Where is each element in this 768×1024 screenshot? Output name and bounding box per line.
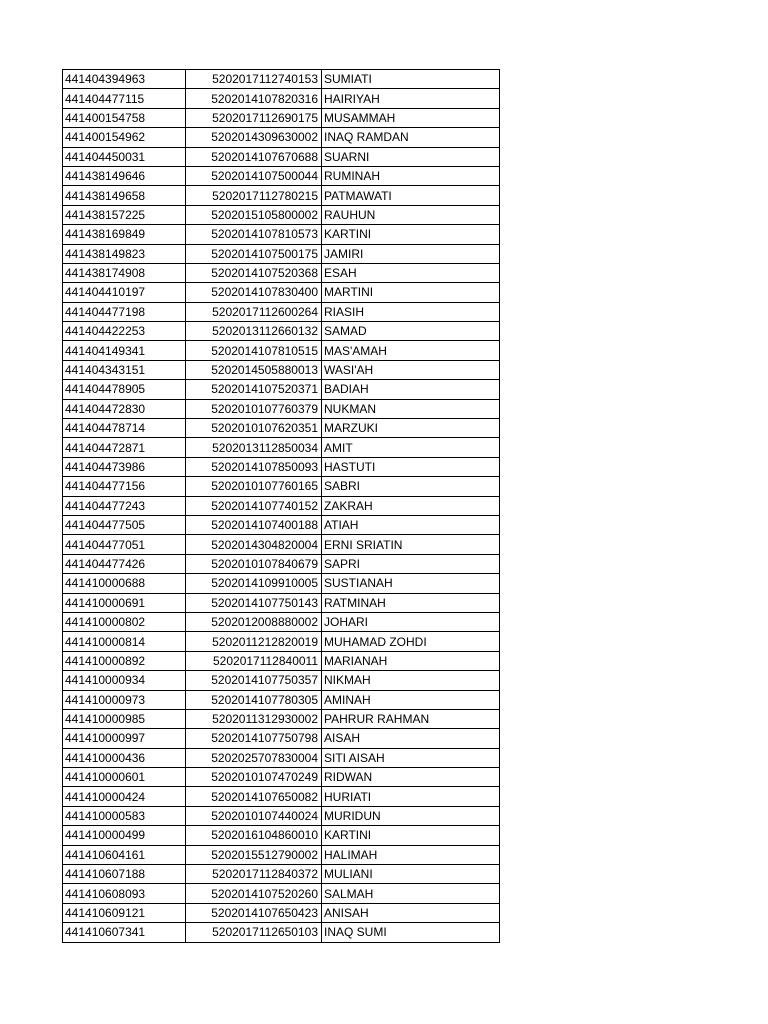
nik-cell: 5202010107840679 bbox=[186, 554, 322, 573]
table-row bbox=[63, 70, 500, 89]
nik-cell: 5202017112740153 bbox=[186, 70, 322, 89]
id-cell: 441404477051 bbox=[63, 535, 186, 554]
name-cell: RATMINAH bbox=[322, 593, 500, 612]
name-cell: INAQ RAMDAN bbox=[322, 128, 500, 147]
nik-cell: 5202014107820316 bbox=[186, 89, 322, 108]
table-row bbox=[63, 438, 500, 457]
table-row bbox=[63, 322, 500, 341]
table-row bbox=[63, 845, 500, 864]
name-cell: SAPRI bbox=[322, 554, 500, 573]
name-cell: MARIANAH bbox=[322, 651, 500, 670]
table-row bbox=[63, 244, 500, 263]
name-cell: AISAH bbox=[322, 729, 500, 748]
nik-cell: 5202014107780305 bbox=[186, 690, 322, 709]
table-row bbox=[63, 380, 500, 399]
name-cell: RIASIH bbox=[322, 302, 500, 321]
nik-cell: 5202014109910005 bbox=[186, 574, 322, 593]
table-row bbox=[63, 787, 500, 806]
data-table bbox=[62, 69, 500, 943]
id-cell: 441438149823 bbox=[63, 244, 186, 263]
table-body bbox=[63, 70, 500, 943]
table-row bbox=[63, 690, 500, 709]
id-cell: 441404472830 bbox=[63, 399, 186, 418]
id-cell: 441410608093 bbox=[63, 884, 186, 903]
id-cell: 441438169849 bbox=[63, 225, 186, 244]
name-cell: KARTINI bbox=[322, 826, 500, 845]
name-cell: HAIRIYAH bbox=[322, 89, 500, 108]
nik-cell: 5202014107810573 bbox=[186, 225, 322, 244]
nik-cell: 5202011212820019 bbox=[186, 632, 322, 651]
id-cell: 441438157225 bbox=[63, 205, 186, 224]
id-cell: 441410000424 bbox=[63, 787, 186, 806]
name-cell: SAMAD bbox=[322, 322, 500, 341]
name-cell: ERNI SRIATIN bbox=[322, 535, 500, 554]
nik-cell: 5202014107400188 bbox=[186, 515, 322, 534]
table-row bbox=[63, 419, 500, 438]
nik-cell: 5202013112850034 bbox=[186, 438, 322, 457]
id-cell: 441404478905 bbox=[63, 380, 186, 399]
table-row bbox=[63, 399, 500, 418]
name-cell: SITI AISAH bbox=[322, 748, 500, 767]
table-row bbox=[63, 593, 500, 612]
name-cell: SUSTIANAH bbox=[322, 574, 500, 593]
table-row bbox=[63, 128, 500, 147]
name-cell: KARTINI bbox=[322, 225, 500, 244]
name-cell: PAHRUR RAHMAN bbox=[322, 709, 500, 728]
nik-cell: 5202014107520371 bbox=[186, 380, 322, 399]
table-row bbox=[63, 225, 500, 244]
name-cell: JOHARI bbox=[322, 612, 500, 631]
table-row bbox=[63, 923, 500, 942]
id-cell: 441410000802 bbox=[63, 612, 186, 631]
name-cell: MARTINI bbox=[322, 283, 500, 302]
table-row bbox=[63, 709, 500, 728]
nik-cell: 5202014107850093 bbox=[186, 457, 322, 476]
table-row bbox=[63, 263, 500, 282]
nik-cell: 5202017112690175 bbox=[186, 108, 322, 127]
id-cell: 441410000814 bbox=[63, 632, 186, 651]
nik-cell: 5202010107440024 bbox=[186, 806, 322, 825]
id-cell: 441404394963 bbox=[63, 70, 186, 89]
id-cell: 441404477243 bbox=[63, 496, 186, 515]
name-cell: RIDWAN bbox=[322, 768, 500, 787]
name-cell: ANISAH bbox=[322, 903, 500, 922]
name-cell: SUARNI bbox=[322, 147, 500, 166]
table-row bbox=[63, 671, 500, 690]
id-cell: 441410604161 bbox=[63, 845, 186, 864]
table-row bbox=[63, 748, 500, 767]
id-cell: 441410000934 bbox=[63, 671, 186, 690]
id-cell: 441438149658 bbox=[63, 186, 186, 205]
id-cell: 441410607341 bbox=[63, 923, 186, 942]
name-cell: BADIAH bbox=[322, 380, 500, 399]
table-row bbox=[63, 166, 500, 185]
table-row bbox=[63, 89, 500, 108]
nik-cell: 5202014107500175 bbox=[186, 244, 322, 263]
table-row bbox=[63, 806, 500, 825]
nik-cell: 5202010107760165 bbox=[186, 477, 322, 496]
id-cell: 441410000973 bbox=[63, 690, 186, 709]
name-cell: ATIAH bbox=[322, 515, 500, 534]
name-cell: PATMAWATI bbox=[322, 186, 500, 205]
nik-cell: 5202014107830400 bbox=[186, 283, 322, 302]
name-cell: SABRI bbox=[322, 477, 500, 496]
nik-cell: 5202014107500044 bbox=[186, 166, 322, 185]
nik-cell: 5202014505880013 bbox=[186, 360, 322, 379]
table-row bbox=[63, 205, 500, 224]
id-cell: 441410000688 bbox=[63, 574, 186, 593]
nik-cell: 5202015105800002 bbox=[186, 205, 322, 224]
name-cell: ESAH bbox=[322, 263, 500, 282]
name-cell: RUMINAH bbox=[322, 166, 500, 185]
nik-cell: 5202015512790002 bbox=[186, 845, 322, 864]
nik-cell: 5202014107750357 bbox=[186, 671, 322, 690]
id-cell: 441404477115 bbox=[63, 89, 186, 108]
table-row bbox=[63, 186, 500, 205]
name-cell: MARZUKI bbox=[322, 419, 500, 438]
table-row bbox=[63, 632, 500, 651]
nik-cell: 5202014309630002 bbox=[186, 128, 322, 147]
nik-cell: 5202016104860010 bbox=[186, 826, 322, 845]
id-cell: 441410607188 bbox=[63, 865, 186, 884]
id-cell: 441404473986 bbox=[63, 457, 186, 476]
nik-cell: 5202014107810515 bbox=[186, 341, 322, 360]
nik-cell: 5202017112840372 bbox=[186, 865, 322, 884]
id-cell: 441410609121 bbox=[63, 903, 186, 922]
name-cell: WASI'AH bbox=[322, 360, 500, 379]
id-cell: 441404477198 bbox=[63, 302, 186, 321]
nik-cell: 5202010107620351 bbox=[186, 419, 322, 438]
id-cell: 441404149341 bbox=[63, 341, 186, 360]
id-cell: 441404472871 bbox=[63, 438, 186, 457]
nik-cell: 5202014107520368 bbox=[186, 263, 322, 282]
nik-cell: 5202010107760379 bbox=[186, 399, 322, 418]
table-row bbox=[63, 302, 500, 321]
nik-cell: 5202014107520260 bbox=[186, 884, 322, 903]
nik-cell: 5202017112780215 bbox=[186, 186, 322, 205]
id-cell: 441404477426 bbox=[63, 554, 186, 573]
name-cell: MUHAMAD ZOHDI bbox=[322, 632, 500, 651]
table-row bbox=[63, 729, 500, 748]
id-cell: 441404477505 bbox=[63, 515, 186, 534]
nik-cell: 5202012008880002 bbox=[186, 612, 322, 631]
table-row bbox=[63, 612, 500, 631]
nik-cell: 5202010107470249 bbox=[186, 768, 322, 787]
table-row bbox=[63, 283, 500, 302]
nik-cell: 5202017112650103 bbox=[186, 923, 322, 942]
name-cell: SALMAH bbox=[322, 884, 500, 903]
name-cell: AMINAH bbox=[322, 690, 500, 709]
table-row bbox=[63, 574, 500, 593]
name-cell: NUKMAN bbox=[322, 399, 500, 418]
table-row bbox=[63, 535, 500, 554]
id-cell: 441410000691 bbox=[63, 593, 186, 612]
nik-cell: 5202013112660132 bbox=[186, 322, 322, 341]
table-row bbox=[63, 360, 500, 379]
nik-cell: 5202014107740152 bbox=[186, 496, 322, 515]
table-row bbox=[63, 826, 500, 845]
table-row bbox=[63, 147, 500, 166]
id-cell: 441404343151 bbox=[63, 360, 186, 379]
name-cell: HASTUTI bbox=[322, 457, 500, 476]
nik-cell: 5202014304820004 bbox=[186, 535, 322, 554]
name-cell: INAQ SUMI bbox=[322, 923, 500, 942]
id-cell: 441404450031 bbox=[63, 147, 186, 166]
table-row bbox=[63, 651, 500, 670]
nik-cell: 5202011312930002 bbox=[186, 709, 322, 728]
id-cell: 441404422253 bbox=[63, 322, 186, 341]
nik-cell: 5202014107750143 bbox=[186, 593, 322, 612]
name-cell: MUSAMMAH bbox=[322, 108, 500, 127]
table-row bbox=[63, 903, 500, 922]
id-cell: 441400154758 bbox=[63, 108, 186, 127]
name-cell: NIKMAH bbox=[322, 671, 500, 690]
name-cell: HURIATI bbox=[322, 787, 500, 806]
nik-cell: 5202014107650082 bbox=[186, 787, 322, 806]
nik-cell: 5202014107750798 bbox=[186, 729, 322, 748]
name-cell: RAUHUN bbox=[322, 205, 500, 224]
nik-cell: 5202014107650423 bbox=[186, 903, 322, 922]
nik-cell: 5202017112600264 bbox=[186, 302, 322, 321]
table-row bbox=[63, 341, 500, 360]
name-cell: JAMIRI bbox=[322, 244, 500, 263]
table-row bbox=[63, 768, 500, 787]
id-cell: 441410000985 bbox=[63, 709, 186, 728]
name-cell: HALIMAH bbox=[322, 845, 500, 864]
name-cell: AMIT bbox=[322, 438, 500, 457]
id-cell: 441404410197 bbox=[63, 283, 186, 302]
id-cell: 441410000436 bbox=[63, 748, 186, 767]
id-cell: 441410000997 bbox=[63, 729, 186, 748]
id-cell: 441404477156 bbox=[63, 477, 186, 496]
name-cell: MURIDUN bbox=[322, 806, 500, 825]
nik-cell: 5202017112840011 bbox=[186, 651, 322, 670]
name-cell: SUMIATI bbox=[322, 70, 500, 89]
nik-cell: 5202014107670688 bbox=[186, 147, 322, 166]
id-cell: 441410000583 bbox=[63, 806, 186, 825]
table-row bbox=[63, 554, 500, 573]
id-cell: 441410000892 bbox=[63, 651, 186, 670]
name-cell: MAS'AMAH bbox=[322, 341, 500, 360]
id-cell: 441410000601 bbox=[63, 768, 186, 787]
id-cell: 441404478714 bbox=[63, 419, 186, 438]
table-row bbox=[63, 457, 500, 476]
table-row bbox=[63, 865, 500, 884]
name-cell: ZAKRAH bbox=[322, 496, 500, 515]
table-row bbox=[63, 515, 500, 534]
table-row bbox=[63, 496, 500, 515]
name-cell: MULIANI bbox=[322, 865, 500, 884]
nik-cell: 5202025707830004 bbox=[186, 748, 322, 767]
id-cell: 441438149646 bbox=[63, 166, 186, 185]
id-cell: 441400154962 bbox=[63, 128, 186, 147]
id-cell: 441438174908 bbox=[63, 263, 186, 282]
table-row bbox=[63, 884, 500, 903]
table-row bbox=[63, 477, 500, 496]
id-cell: 441410000499 bbox=[63, 826, 186, 845]
table-row bbox=[63, 108, 500, 127]
